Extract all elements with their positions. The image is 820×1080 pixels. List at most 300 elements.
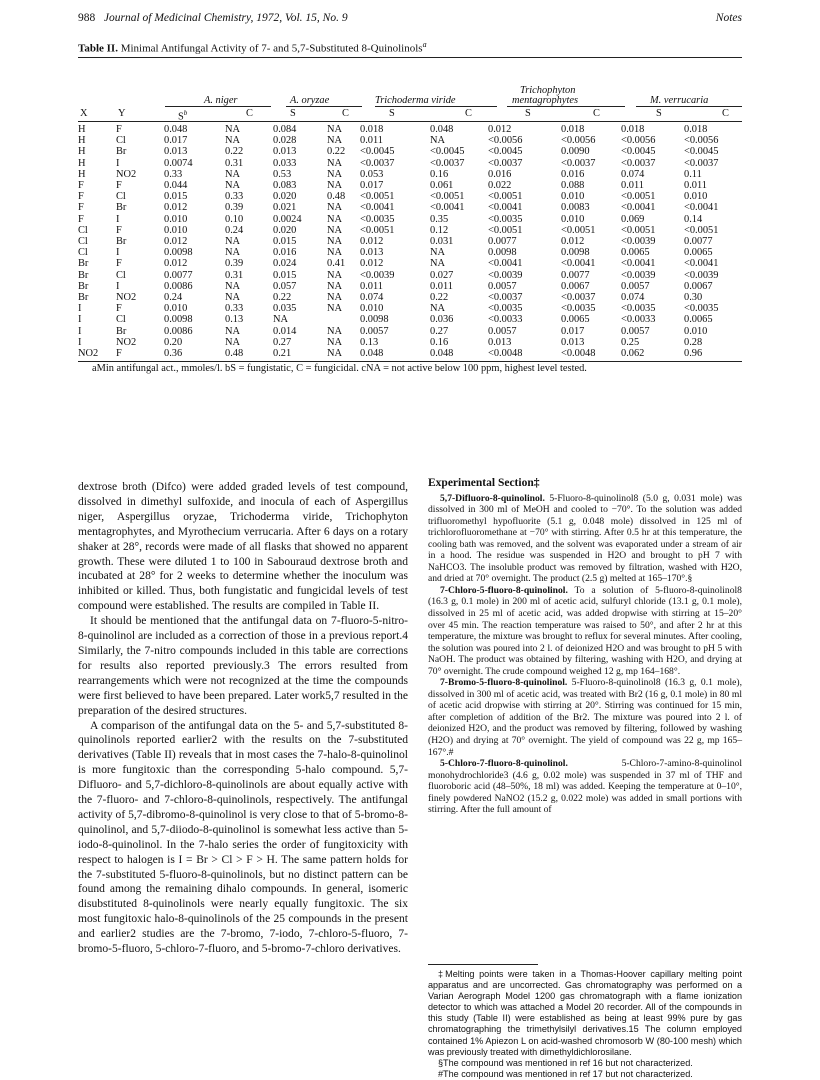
- cell-y: F: [116, 258, 122, 270]
- cell-aoryzae-c: NA: [327, 348, 343, 360]
- cell-tviride-c: 0.061: [430, 180, 454, 192]
- cell-y: F: [116, 180, 122, 192]
- cell-tmentag-s: <0.0051: [488, 191, 523, 203]
- cell-aoryzae-s: 0.057: [273, 280, 297, 292]
- cell-x: Cl: [78, 224, 88, 236]
- cell-aniger-s: 0.013: [164, 146, 188, 158]
- cell-tmentag-c: 0.088: [561, 180, 585, 192]
- cell-mverrucaria-s: <0.0051: [621, 191, 656, 203]
- cell-mverrucaria-c: 0.30: [684, 292, 703, 304]
- cell-tmentag-s: <0.0039: [488, 269, 523, 281]
- experimental-section: [428, 478, 742, 816]
- cell-mverrucaria-s: <0.0037: [621, 157, 656, 169]
- body-paragraph-2: It should be mentioned that the antifungal data on 7-fluoro-5-nitro-8-quinolinol are included as a correction of those in a previous report.4 Similarly, the 7-nitro compounds included in this table are corrections for results also reported previously.3 The errors resulted from rearrangements which were not recognized at the time the compounds were first believed to have been prepared. Later work5,7 resulted in the preparation of the desired structures.: [78, 615, 408, 717]
- cell-tviride-c: 0.048: [430, 348, 454, 360]
- body-paragraph-3: A comparison of the antifungal data on the 5- and 5,7-substituted 8-quinolinols reported earlier2 with the results on the 7-substituted derivatives (Table II) reveals that in most cases the 7-halo-8-quinolinol is more fungitoxic than the corresponding 5-halo compound. 5,7-Difluoro- and 5,7-dichloro-8-quinolinols are about equally active with the 7-fluoro- and 7-chloro-8-quinolinols, respectively. The antifungal activity of 5,7-dibromo-8-quinolinol is very close to that of 5-bromo-8-quinolinol, and 5,7-diiodo-8-quinolinol is somewhat less active than 5-iodo-8-quinolinol. In the 7-halo series the order of fungitoxicity with respect to halogen is I = Br > Cl > F > H. The same pattern holds for the 7-substituted 5-fluoro-8-quinolinols, but no distinct pattern can be found among the remaining dihalo compounds. In general, isomeric disubstituted 8-quinolinols were nearly equally fungitoxic. The six most fungitoxic halo-8-quinolinols of the 25 compounds in the present and earlier2 studies are the 7-bromo, 7-iodo, 7-chloro-5-fluoro, 7-bromo-5-fluoro, 5-chloro-7-fluoro, and 5-bromo-7-chloro derivatives.: [78, 719, 408, 956]
- cell-aoryzae-s: NA: [273, 314, 289, 326]
- cell-tviride-c: 0.27: [430, 325, 449, 337]
- cell-y: I: [116, 213, 120, 225]
- cell-tmentag-s: <0.0048: [488, 348, 523, 360]
- cell-y: Cl: [116, 135, 126, 147]
- cell-tviride-s: 0.012: [360, 258, 384, 270]
- cell-x: F: [78, 202, 84, 214]
- cell-y: I: [116, 157, 120, 169]
- procedure-1: [428, 493, 742, 585]
- cell-mverrucaria-c: <0.0056: [684, 135, 719, 147]
- cell-x: H: [78, 124, 86, 135]
- cell-y: Br: [116, 236, 127, 248]
- running-head: [78, 12, 742, 30]
- table-label: Table II.: [78, 42, 118, 55]
- cell-aoryzae-c: NA: [327, 247, 343, 259]
- table-row: [78, 135, 742, 146]
- notes-rule: [428, 964, 538, 965]
- col-header-s-mverrucaria: S: [656, 108, 662, 119]
- cell-mverrucaria-s: <0.0039: [621, 236, 656, 248]
- cell-tviride-s: <0.0045: [360, 146, 395, 158]
- table-row: [78, 202, 742, 213]
- cell-tviride-c: 0.16: [430, 336, 449, 348]
- cell-aniger-s: 0.012: [164, 258, 188, 270]
- cell-tviride-s: 0.018: [360, 124, 384, 135]
- cell-tviride-s: <0.0037: [360, 157, 395, 169]
- cell-mverrucaria-c: 0.28: [684, 336, 703, 348]
- cell-aniger-c: NA: [225, 124, 241, 135]
- cell-tmentag-c: 0.017: [561, 325, 585, 337]
- cell-x: Cl: [78, 236, 88, 248]
- cell-aniger-c: 0.48: [225, 348, 244, 360]
- cell-aniger-c: NA: [225, 236, 241, 248]
- cell-tmentag-c: <0.0035: [561, 303, 596, 315]
- table-row: [78, 146, 742, 157]
- cell-aoryzae-c: 0.41: [327, 258, 346, 270]
- experimental-notes: [428, 969, 742, 1080]
- cell-aniger-s: 0.044: [164, 180, 188, 192]
- cell-aoryzae-s: 0.013: [273, 146, 297, 158]
- cell-aniger-s: 0.0086: [164, 280, 193, 292]
- cell-tmentag-s: 0.0057: [488, 325, 517, 337]
- cell-y: Cl: [116, 314, 126, 326]
- cell-tmentag-c: <0.0056: [561, 135, 596, 147]
- cell-tmentag-c: 0.0090: [561, 146, 590, 158]
- procedure-1-text: 5-Fluoro-8-quinolinol8 (5.0 g, 0.031 mole) was dissolved in 300 ml of MeOH and cooled to −70°. To the solution was added trifluoromethyl hypofluorite (5.1 g, 0.048 mole) dissolved in 125 ml of trichlorofluoromethane at −70° with stirring. After 0.5 hr at this temperature, the cooling bath was removed, and the solvent was evaporated under a stream of air in a hood. The residue was suspended in H2O and brought to pH 7 with NaHCO3. The insoluble product was removed by filtration, washed with H2O, and dried at 70° overnight. The product (2.5 g) melted at 165–170°.§: [428, 492, 742, 585]
- cell-aoryzae-c: NA: [327, 213, 343, 225]
- table-header-rule: [78, 121, 742, 122]
- cell-x: H: [78, 135, 86, 147]
- cell-tviride-s: 0.048: [360, 348, 384, 360]
- cell-tviride-s: 0.011: [360, 135, 383, 147]
- cell-mverrucaria-c: <0.0037: [684, 157, 719, 169]
- cell-mverrucaria-s: 0.069: [621, 213, 645, 225]
- cell-aoryzae-c: NA: [327, 280, 343, 292]
- table-row: [78, 314, 742, 325]
- cell-mverrucaria-c: <0.0041: [684, 258, 719, 270]
- col-header-y: Y: [118, 108, 126, 119]
- cell-aniger-c: 0.33: [225, 191, 244, 203]
- cell-aniger-c: 0.10: [225, 213, 244, 225]
- group-rule-a-niger: [165, 106, 271, 107]
- cell-tmentag-c: 0.018: [561, 124, 585, 135]
- table-row: [78, 236, 742, 247]
- cell-tmentag-s: <0.0056: [488, 135, 523, 147]
- cell-tviride-c: 0.16: [430, 168, 449, 180]
- cell-aniger-s: 0.0098: [164, 247, 193, 259]
- cell-mverrucaria-c: 0.0065: [684, 247, 713, 259]
- cell-aniger-s: 0.20: [164, 336, 183, 348]
- cell-aniger-c: NA: [225, 168, 241, 180]
- cell-tmentag-s: 0.0057: [488, 280, 517, 292]
- cell-aniger-c: NA: [225, 292, 241, 304]
- cell-aoryzae-c: [327, 314, 360, 325]
- cell-tmentag-c: 0.013: [561, 336, 585, 348]
- cell-tmentag-c: 0.0067: [561, 280, 590, 292]
- cell-y: Br: [116, 146, 127, 158]
- procedure-1-title: 5,7-Difluoro-8-quinolinol.: [440, 492, 545, 504]
- col-header-c-aoryzae: C: [342, 108, 349, 119]
- cell-x: F: [78, 213, 84, 225]
- cell-aniger-c: NA: [225, 280, 241, 292]
- table-caption: [78, 40, 742, 55]
- cell-aoryzae-s: 0.020: [273, 224, 297, 236]
- cell-mverrucaria-c: 0.14: [684, 213, 703, 225]
- cell-aoryzae-s: 0.21: [273, 348, 292, 360]
- cell-tmentag-c: 0.010: [561, 191, 585, 203]
- col-header-s-tviride: S: [389, 108, 395, 119]
- organism-t-mentag-line2: mentagrophytes: [512, 95, 578, 106]
- table-row: [78, 281, 742, 292]
- cell-tviride-c: 0.12: [430, 224, 449, 236]
- col-header-c-tmentag: C: [593, 108, 600, 119]
- cell-tviride-s: <0.0035: [360, 213, 395, 225]
- cell-aoryzae-c: NA: [327, 135, 343, 147]
- cell-aniger-c: 0.31: [225, 269, 244, 281]
- table-row: [78, 348, 742, 359]
- cell-mverrucaria-c: <0.0051: [684, 224, 719, 236]
- cell-aniger-s: 0.0098: [164, 314, 193, 326]
- cell-aoryzae-s: 0.015: [273, 236, 297, 248]
- cell-tviride-c: <0.0037: [430, 157, 465, 169]
- col-header-s-aniger: $S^b$: [178, 109, 188, 123]
- cell-aniger-s: 0.36: [164, 348, 183, 360]
- procedure-4: [428, 758, 742, 816]
- cell-mverrucaria-c: 0.0067: [684, 280, 713, 292]
- cell-x: H: [78, 157, 86, 169]
- antifungal-table: [78, 124, 742, 359]
- col-header-c-tviride: C: [465, 108, 472, 119]
- cell-y: NO2: [116, 292, 137, 304]
- cell-tmentag-s: 0.013: [488, 336, 512, 348]
- table-row: [78, 124, 742, 135]
- cell-x: Cl: [78, 247, 88, 259]
- cell-tmentag-c: 0.0065: [561, 314, 590, 326]
- cell-aoryzae-c: NA: [327, 236, 343, 248]
- cell-aoryzae-c: NA: [327, 157, 343, 169]
- cell-tmentag-c: 0.012: [561, 236, 585, 248]
- table-row: [78, 180, 742, 191]
- table-footnote: aMin antifungal act., mmoles/l. bS = fungistatic, C = fungicidal. cNA = not active below 100 ppm, highest level tested.: [92, 363, 587, 374]
- cell-tviride-c: NA: [430, 247, 446, 259]
- cell-tviride-s: 0.074: [360, 292, 384, 304]
- cell-aoryzae-s: 0.083: [273, 180, 297, 192]
- cell-tmentag-s: <0.0041: [488, 202, 523, 214]
- body-paragraph-1: dextrose broth (Difco) were added graded levels of test compound, dissolved in dimethyl sulfoxide, and inocula of each of Aspergillus niger, Aspergillus oryzae, Trichoderma viride, Trichophyton mentagrophytes, and Myrothecium verrucaria. After 6 days on a rotary shaker at 28°, records were made of all flasks that showed no apparent growth. These were diluted 1 to 100 in Sabouraud dextrose broth and incubated at 28° for 2 weeks to determine whether the inoculum was inhibited or killed. Thus, both fungistatic and fungicidal levels of test compound were established. The results are compiled in Table II.: [78, 481, 408, 613]
- cell-y: NO2: [116, 168, 137, 180]
- cell-aoryzae-s: 0.016: [273, 247, 297, 259]
- cell-aoryzae-c: NA: [327, 224, 343, 236]
- table-row: [78, 292, 742, 303]
- group-rule-t-mentag: [507, 106, 625, 107]
- cell-aoryzae-s: 0.014: [273, 325, 297, 337]
- cell-x: F: [78, 180, 84, 192]
- cell-tviride-s: <0.0051: [360, 224, 395, 236]
- cell-tmentag-s: <0.0033: [488, 314, 523, 326]
- table-row: [78, 337, 742, 348]
- organism-a-niger: A. niger: [204, 95, 238, 106]
- cell-aoryzae-s: 0.22: [273, 292, 292, 304]
- cell-tviride-c: 0.031: [430, 236, 454, 248]
- table-row: [78, 169, 742, 180]
- col-header-x: X: [80, 108, 88, 119]
- cell-tmentag-c: 0.010: [561, 213, 585, 225]
- cell-x: I: [78, 336, 82, 348]
- cell-aniger-c: 0.33: [225, 303, 244, 315]
- cell-aniger-s: 0.012: [164, 236, 188, 248]
- cell-aniger-s: 0.0077: [164, 269, 193, 281]
- cell-tmentag-c: 0.0083: [561, 202, 590, 214]
- cell-aniger-s: 0.010: [164, 213, 188, 225]
- group-rule-t-viride: [375, 106, 497, 107]
- cell-aniger-c: NA: [225, 325, 241, 337]
- cell-tmentag-c: <0.0051: [561, 224, 596, 236]
- cell-tviride-s: 0.0098: [360, 314, 389, 326]
- cell-tmentag-s: 0.0077: [488, 236, 517, 248]
- cell-mverrucaria-s: <0.0035: [621, 303, 656, 315]
- cell-aniger-s: 0.24: [164, 292, 183, 304]
- cell-tmentag-s: 0.0098: [488, 247, 517, 259]
- cell-tmentag-s: <0.0045: [488, 146, 523, 158]
- organism-m-verrucaria: M. verrucaria: [650, 95, 709, 106]
- cell-x: Br: [78, 292, 89, 304]
- cell-aniger-c: 0.39: [225, 202, 244, 214]
- cell-aoryzae-s: 0.020: [273, 191, 297, 203]
- cell-tviride-s: 0.012: [360, 236, 384, 248]
- cell-tviride-c: <0.0041: [430, 202, 465, 214]
- cell-mverrucaria-s: 0.011: [621, 180, 644, 192]
- cell-tviride-s: 0.13: [360, 336, 379, 348]
- cell-aniger-c: 0.13: [225, 314, 244, 326]
- cell-tviride-c: 0.35: [430, 213, 449, 225]
- cell-tmentag-c: 0.0077: [561, 269, 590, 281]
- cell-aoryzae-c: NA: [327, 292, 343, 304]
- cell-tmentag-c: <0.0037: [561, 157, 596, 169]
- cell-aoryzae-c: NA: [327, 325, 343, 337]
- cell-aoryzae-c: NA: [327, 168, 343, 180]
- cell-mverrucaria-s: <0.0041: [621, 202, 656, 214]
- cell-x: H: [78, 168, 86, 180]
- cell-tmentag-s: 0.016: [488, 168, 512, 180]
- body-left-column: [78, 480, 408, 957]
- cell-tviride-s: 0.0057: [360, 325, 389, 337]
- cell-aniger-s: 0.010: [164, 224, 188, 236]
- running-head-left: [78, 12, 348, 24]
- cell-y: Br: [116, 325, 127, 337]
- cell-mverrucaria-s: <0.0039: [621, 269, 656, 281]
- cell-aniger-s: 0.0086: [164, 325, 193, 337]
- cell-y: Br: [116, 202, 127, 214]
- cell-y: F: [116, 224, 122, 236]
- cell-aoryzae-s: 0.021: [273, 202, 297, 214]
- cell-tmentag-s: <0.0035: [488, 303, 523, 315]
- cell-tviride-c: 0.036: [430, 314, 454, 326]
- cell-mverrucaria-c: <0.0035: [684, 303, 719, 315]
- cell-y: Cl: [116, 269, 126, 281]
- cell-x: NO2: [78, 348, 99, 360]
- cell-x: Br: [78, 280, 89, 292]
- cell-mverrucaria-c: 0.0065: [684, 314, 713, 326]
- experimental-heading: Experimental Section‡: [428, 477, 540, 489]
- cell-mverrucaria-s: 0.074: [621, 292, 645, 304]
- cell-tviride-c: 0.22: [430, 292, 449, 304]
- cell-tmentag-s: <0.0041: [488, 258, 523, 270]
- cell-aniger-c: NA: [225, 180, 241, 192]
- cell-tviride-c: <0.0051: [430, 191, 465, 203]
- cell-aniger-s: 0.017: [164, 135, 188, 147]
- cell-aoryzae-c: NA: [327, 269, 343, 281]
- cell-mverrucaria-s: 0.0057: [621, 325, 650, 337]
- procedure-3: [428, 677, 742, 758]
- table-top-rule: [78, 57, 742, 58]
- cell-tviride-s: 0.053: [360, 168, 384, 180]
- cell-mverrucaria-s: 0.074: [621, 168, 645, 180]
- cell-aoryzae-c: NA: [327, 180, 343, 192]
- table-row: [78, 303, 742, 314]
- cell-aniger-s: 0.33: [164, 168, 183, 180]
- cell-mverrucaria-s: <0.0033: [621, 314, 656, 326]
- cell-mverrucaria-s: <0.0051: [621, 224, 656, 236]
- cell-aniger-c: NA: [225, 247, 241, 259]
- cell-tviride-c: <0.0045: [430, 146, 465, 158]
- cell-tviride-c: 0.011: [430, 280, 453, 292]
- procedure-3-title: 7-Bromo-5-fluoro-8-quinolinol.: [440, 677, 568, 689]
- cell-aoryzae-c: NA: [327, 336, 343, 348]
- cell-y: Cl: [116, 191, 126, 203]
- cell-mverrucaria-s: 0.25: [621, 336, 640, 348]
- note-melting-points: ‡Melting points were taken in a Thomas-Hoover capillary melting point apparatus and are uncorrected. Gas chromatography was performed on a Varian Aerograph Model 1200 gas chromatograph with a flame ionization detector to which was attached a Model 20 recorder. All of the compounds in this study (Table II) were established as being at least 99% pure by gas chromatographing the trimethylsilyl derivatives.15 The column employed contained 1% Apiezon L on acid-washed chromosorb W (80-100 mesh) which was previously treated with dimethyldichlorosilane.: [428, 969, 742, 1057]
- cell-aoryzae-c: NA: [327, 202, 343, 214]
- cell-tviride-c: 0.048: [430, 124, 454, 135]
- cell-tviride-c: NA: [430, 258, 446, 270]
- table-row: [78, 191, 742, 202]
- table-row: [78, 326, 742, 337]
- cell-aoryzae-s: 0.27: [273, 336, 292, 348]
- cell-aniger-c: NA: [225, 135, 241, 147]
- cell-tmentag-s: 0.012: [488, 124, 512, 135]
- table-row: [78, 258, 742, 269]
- cell-mverrucaria-c: 0.010: [684, 325, 708, 337]
- cell-mverrucaria-s: 0.018: [621, 124, 645, 135]
- cell-tmentag-s: <0.0051: [488, 224, 523, 236]
- table-row: [78, 247, 742, 258]
- cell-tmentag-c: <0.0037: [561, 292, 596, 304]
- cell-tmentag-s: 0.022: [488, 180, 512, 192]
- organism-a-oryzae: A. oryzae: [290, 95, 330, 106]
- cell-tmentag-c: <0.0048: [561, 348, 596, 360]
- group-rule-a-oryzae: [286, 106, 362, 107]
- cell-mverrucaria-c: 0.018: [684, 124, 708, 135]
- cell-mverrucaria-c: <0.0041: [684, 202, 719, 214]
- cell-mverrucaria-c: 0.96: [684, 348, 703, 360]
- cell-mverrucaria-c: 0.0077: [684, 236, 713, 248]
- cell-aniger-c: 0.24: [225, 224, 244, 236]
- col-header-s-tmentag: S: [525, 108, 531, 119]
- cell-x: I: [78, 303, 82, 315]
- cell-mverrucaria-c: 0.010: [684, 191, 708, 203]
- cell-aniger-s: 0.0074: [164, 157, 193, 169]
- cell-x: Br: [78, 258, 89, 270]
- cell-tmentag-s: <0.0035: [488, 213, 523, 225]
- cell-tmentag-c: <0.0041: [561, 258, 596, 270]
- cell-aoryzae-s: 0.084: [273, 124, 297, 135]
- cell-tviride-s: 0.013: [360, 247, 384, 259]
- cell-aoryzae-c: NA: [327, 124, 343, 135]
- cell-y: NO2: [116, 336, 137, 348]
- col-header-c-aniger: C: [246, 108, 253, 119]
- cell-tviride-c: NA: [430, 135, 446, 147]
- table-row: [78, 214, 742, 225]
- table-bottom-rule: [78, 361, 742, 362]
- cell-tmentag-s: <0.0037: [488, 157, 523, 169]
- organism-t-viride: Trichoderma viride: [375, 95, 456, 106]
- cell-tviride-c: 0.027: [430, 269, 454, 281]
- cell-aniger-s: 0.010: [164, 303, 188, 315]
- cell-tviride-s: <0.0051: [360, 191, 395, 203]
- cell-x: Br: [78, 269, 89, 281]
- cell-aoryzae-c: 0.22: [327, 146, 346, 158]
- cell-aoryzae-s: 0.015: [273, 269, 297, 281]
- cell-tviride-s: <0.0039: [360, 269, 395, 281]
- table-row: [78, 158, 742, 169]
- cell-tviride-s: 0.010: [360, 303, 384, 315]
- procedure-2: [428, 585, 742, 677]
- note-ref16: §The compound was mentioned in ref 16 but not characterized.: [438, 1057, 693, 1068]
- cell-aniger-c: 0.39: [225, 258, 244, 270]
- page-number: 988: [78, 12, 96, 24]
- table-title-mark: a: [422, 40, 427, 49]
- cell-aoryzae-s: 0.033: [273, 157, 297, 169]
- cell-aoryzae-c: 0.48: [327, 191, 346, 203]
- cell-mverrucaria-c: <0.0039: [684, 269, 719, 281]
- note-ref17: #The compound was mentioned in ref 17 but not characterized.: [438, 1068, 693, 1079]
- organism-t-mentag-line1: Trichophyton: [520, 85, 576, 96]
- cell-x: I: [78, 325, 82, 337]
- cell-y: F: [116, 348, 122, 360]
- group-rule-m-verrucaria: [636, 106, 742, 107]
- cell-aoryzae-s: 0.035: [273, 303, 297, 315]
- procedure-2-title: 7-Chloro-5-fluoro-8-quinolinol.: [440, 584, 568, 596]
- journal-citation: Journal of Medicinal Chemistry, 1972, Vol. 15, No. 9: [103, 12, 348, 24]
- cell-aniger-s: 0.048: [164, 124, 188, 135]
- procedure-2-text: To a solution of 5-fluoro-8-quinolinol8 (16.3 g, 0.1 mole) in 200 ml of acetic acid, sulfuryl chloride (13.1 g, 0.1 mole), dissolved in 25 ml of acetic acid, was added dropwise with stirring at 15–20° over 45 min. The reaction temperature was raised to 50°, and after 2 hr at this temperature, the mixture was brought to reflux for several minutes. After cooling, the solution was poured into 2 l. of deionized H2O and was brought to pH 5 with NaOH. The product was obtained by filtering, washing with H2O, and drying at 70° overnight. The crude compound weighed 12 g, mp 164–168°.: [428, 584, 742, 677]
- section-name: Notes: [715, 12, 742, 24]
- cell-aniger-c: 0.31: [225, 157, 244, 169]
- cell-aoryzae-s: 0.028: [273, 135, 297, 147]
- cell-mverrucaria-c: <0.0045: [684, 146, 719, 158]
- cell-tviride-s: 0.011: [360, 280, 383, 292]
- cell-aniger-c: 0.22: [225, 146, 244, 158]
- cell-x: I: [78, 314, 82, 326]
- cell-mverrucaria-c: 0.011: [684, 180, 707, 192]
- procedure-4-text: 5-Chloro-7-amino-8-quinolinol monohydrochloride3 (4.6 g, 0.02 mole) was suspended in 37 ml of THF and fluoroboric acid (48–50%, 18 ml) was added. Keeping the temperature at 0–10°, finely powdered NaNO2 (15.2 g, 0.022 mole) was added in small portions with stirring. After the full amount of: [428, 758, 742, 816]
